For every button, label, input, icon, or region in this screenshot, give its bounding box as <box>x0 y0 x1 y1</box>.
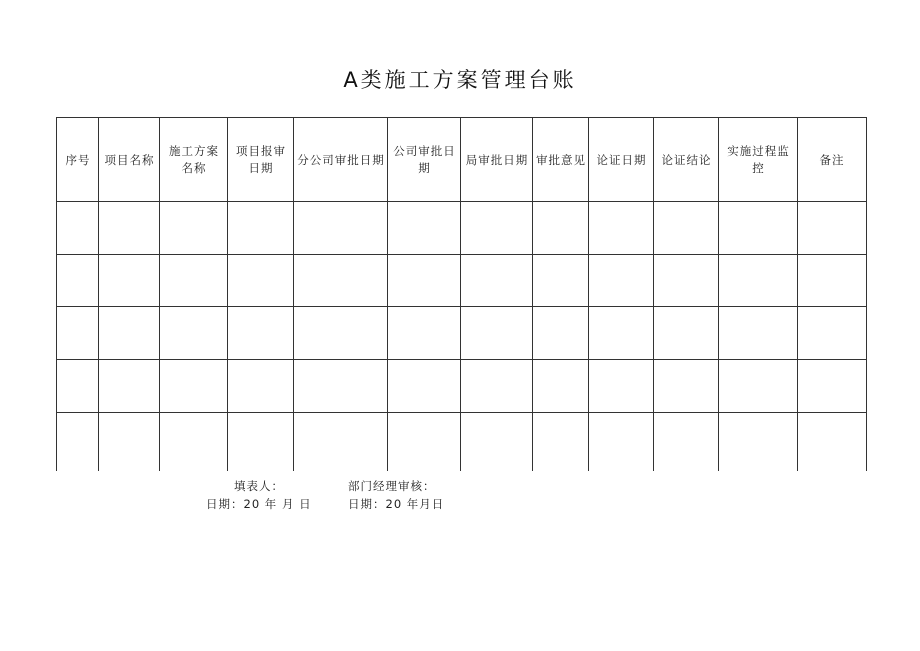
table-cell[interactable] <box>533 255 589 307</box>
table-cell[interactable] <box>719 307 798 360</box>
table-cell[interactable] <box>589 255 654 307</box>
table-cell[interactable] <box>533 307 589 360</box>
table-cell[interactable] <box>99 307 160 360</box>
column-header: 论证结论 <box>661 152 712 167</box>
table-cell[interactable] <box>294 360 388 413</box>
table-cell[interactable] <box>294 202 388 255</box>
table-cell[interactable] <box>533 202 589 255</box>
reviewer-label: 部门经理审核： <box>348 479 436 493</box>
table-cell[interactable] <box>228 255 294 307</box>
table-cell[interactable] <box>99 255 160 307</box>
table-cell[interactable] <box>388 307 461 360</box>
table-cell[interactable] <box>461 360 533 413</box>
table-cell[interactable] <box>388 255 461 307</box>
table-cell[interactable] <box>719 255 798 307</box>
column-header: 项目报审日期 <box>236 144 286 175</box>
table-cell[interactable] <box>160 413 228 471</box>
table-cell[interactable] <box>461 202 533 255</box>
table-cell[interactable] <box>798 202 866 255</box>
table-cell[interactable] <box>99 413 160 471</box>
table-cell[interactable] <box>228 307 294 360</box>
table-cell[interactable] <box>798 255 866 307</box>
table-cell[interactable] <box>57 413 99 471</box>
filler-label: 填表人： <box>234 479 284 493</box>
ledger-table <box>56 117 867 471</box>
table-cell[interactable] <box>461 255 533 307</box>
column-header: 序号 <box>65 152 91 167</box>
table-cell[interactable] <box>57 255 99 307</box>
table-cell[interactable] <box>719 413 798 471</box>
table-cell[interactable] <box>654 413 719 471</box>
table-cell[interactable] <box>228 360 294 413</box>
table-cell[interactable] <box>57 360 99 413</box>
table-cell[interactable] <box>388 413 461 471</box>
table-cell[interactable] <box>294 413 388 471</box>
table-cell[interactable] <box>99 202 160 255</box>
table-cell[interactable] <box>160 202 228 255</box>
table-cell[interactable] <box>654 307 719 360</box>
table-cell[interactable] <box>654 255 719 307</box>
column-header: 项目名称 <box>104 152 155 167</box>
table-cell[interactable] <box>160 360 228 413</box>
column-header: 审批意见 <box>536 152 586 167</box>
table-cell[interactable] <box>388 360 461 413</box>
column-header: 局审批日期 <box>465 152 529 167</box>
filler-date: 日期：20 年 月 日 <box>206 497 312 511</box>
table-cell[interactable] <box>294 255 388 307</box>
column-header: 论证日期 <box>596 152 647 167</box>
table-cell[interactable] <box>589 307 654 360</box>
table-cell[interactable] <box>57 202 99 255</box>
column-header: 备注 <box>819 152 845 167</box>
table-cell[interactable] <box>654 202 719 255</box>
column-header: 实施过程监控 <box>727 144 790 175</box>
table-cell[interactable] <box>719 360 798 413</box>
table-cell[interactable] <box>99 360 160 413</box>
table-cell[interactable] <box>294 307 388 360</box>
column-header: 分公司审批日期 <box>297 152 385 167</box>
table-cell[interactable] <box>533 360 589 413</box>
table-cell[interactable] <box>798 413 866 471</box>
table-cell[interactable] <box>654 360 719 413</box>
table-cell[interactable] <box>719 202 798 255</box>
page-title: A类施工方案管理台账 <box>343 68 577 92</box>
table-cell[interactable] <box>798 360 866 413</box>
table-cell[interactable] <box>589 202 654 255</box>
table-cell[interactable] <box>589 360 654 413</box>
table-cell[interactable] <box>461 307 533 360</box>
table-cell[interactable] <box>228 413 294 471</box>
reviewer-date: 日期：20 年月日 <box>348 497 445 511</box>
table-cell[interactable] <box>461 413 533 471</box>
column-header: 公司审批日期 <box>393 144 456 175</box>
table-cell[interactable] <box>798 307 866 360</box>
table-cell[interactable] <box>160 255 228 307</box>
table-cell[interactable] <box>388 202 461 255</box>
column-header: 施工方案名称 <box>169 144 219 175</box>
table-cell[interactable] <box>589 413 654 471</box>
table-cell[interactable] <box>228 202 294 255</box>
table-cell[interactable] <box>533 413 589 471</box>
table-cell[interactable] <box>57 307 99 360</box>
table-cell[interactable] <box>160 307 228 360</box>
